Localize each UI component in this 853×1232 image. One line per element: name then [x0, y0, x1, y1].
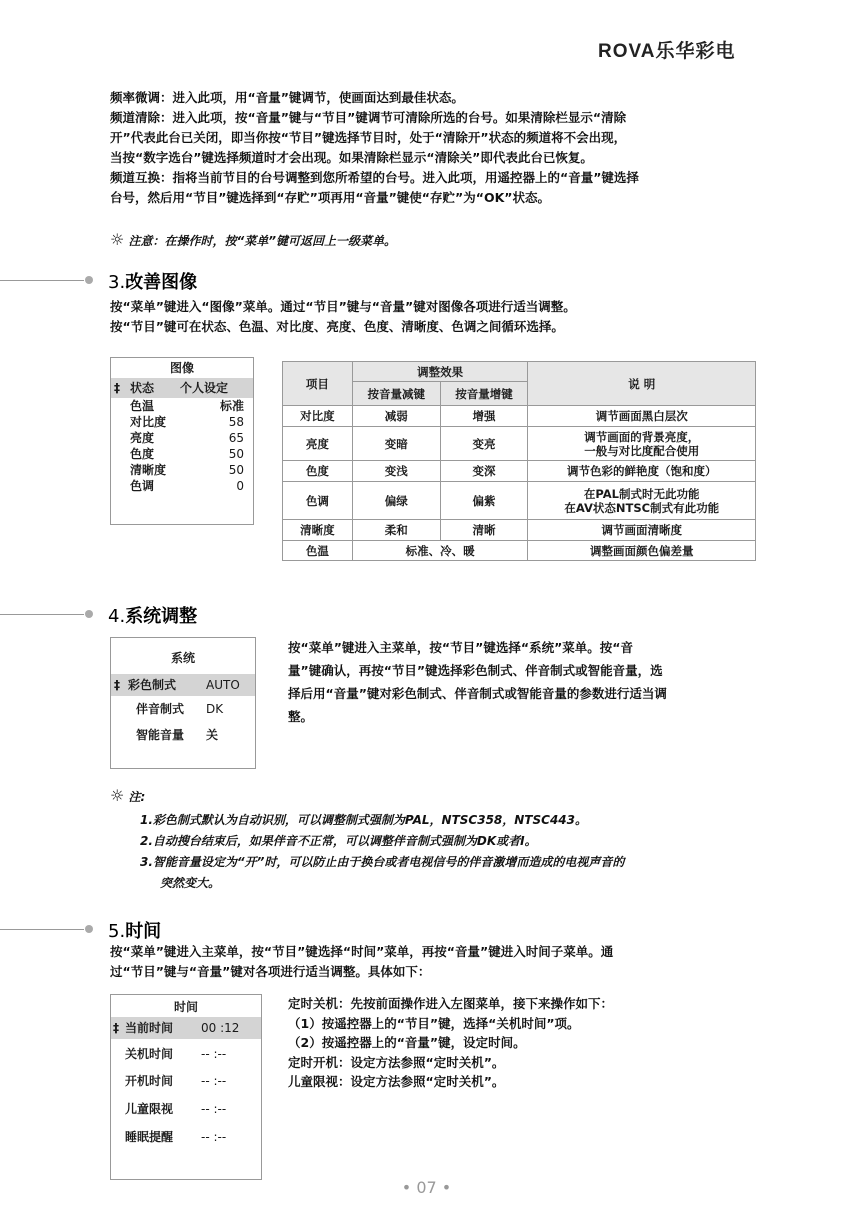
intro-line: 开”代表此台已关闭，即当你按“节目”键选择节目时，处于“清除开”状态的频道将不会出现， — [110, 130, 627, 145]
brand-logo: ROVA乐华彩电 — [598, 41, 736, 62]
intro-text — [110, 88, 770, 208]
menu-row — [111, 462, 253, 478]
table-row — [283, 541, 756, 561]
menu-value: 50 — [228, 447, 244, 461]
adjust-table — [282, 361, 756, 561]
intro-line: 频率微调：进入此项，用“音量”键调节，使画面达到最佳状态。 — [110, 90, 464, 105]
section-number: 5. — [108, 921, 126, 942]
system-menu — [110, 637, 256, 769]
menu-value: -- :-- — [201, 1130, 227, 1144]
cell-dec: 偏绿 — [352, 482, 440, 520]
desc-line: 按“菜单”键进入“图像”菜单。通过“节目”键与“音量”键对图像各项进行适当调整。 — [110, 299, 576, 314]
table-row — [283, 406, 756, 427]
menu-value: -- :-- — [201, 1102, 227, 1116]
section-rule — [0, 614, 84, 615]
cell-item: 色度 — [283, 461, 353, 482]
table-row — [283, 482, 756, 520]
menu-value: 个人设定 — [180, 381, 229, 395]
section-rule — [0, 280, 84, 281]
table-row — [283, 520, 756, 541]
cell-desc: 调节画面的背景亮度， 一般与对比度配合使用 — [528, 427, 756, 461]
menu-label: 智能音量 — [136, 728, 185, 742]
table-row — [283, 461, 756, 482]
menu-title: 系统 — [170, 651, 195, 665]
menu-value: AUTO — [206, 678, 240, 692]
cell-dec: 减弱 — [352, 406, 440, 427]
sec4-note-header — [110, 786, 145, 805]
sec4-description — [288, 636, 766, 728]
menu-label: 关机时间 — [125, 1047, 174, 1061]
section-bullet — [85, 610, 93, 618]
header-inc: 按音量增键 — [440, 382, 528, 406]
menu-label: 彩色制式 — [128, 678, 177, 692]
sec4-notes — [140, 810, 780, 894]
menu-title: 图像 — [169, 361, 194, 375]
menu-value: 0 — [236, 479, 244, 493]
menu-row — [111, 1017, 261, 1039]
section-title-text: 时间 — [125, 921, 162, 942]
cell-dec: 变暗 — [352, 427, 440, 461]
image-menu — [110, 357, 254, 525]
menu-value: 58 — [228, 415, 244, 429]
menu-value: DK — [206, 702, 224, 716]
menu-label: 儿童限视 — [125, 1102, 174, 1116]
section-title — [108, 268, 197, 294]
cell-inc: 变深 — [440, 461, 528, 482]
cell-dec: 变浅 — [352, 461, 440, 482]
cell-item: 色调 — [283, 482, 353, 520]
section-number: 3. — [108, 272, 126, 293]
menu-row — [111, 430, 253, 446]
menu-row — [111, 1067, 261, 1095]
menu-row — [111, 398, 253, 414]
sec5-description — [110, 942, 770, 982]
menu-row — [111, 1039, 261, 1067]
menu-title: 时间 — [173, 1000, 198, 1014]
section-title-text: 改善图像 — [125, 272, 198, 293]
note-line: 2.自动搜台结束后，如果伴音不正常，可以调整伴音制式强制为DK或者I。 — [140, 834, 537, 848]
intro-line: 台号，然后用“节目”键选择到“存贮”项再用“音量”键使“存贮”为“OK”状态。 — [110, 190, 550, 205]
desc-line: 过“节目”键与“音量”键对各项进行适当调整。具体如下： — [110, 964, 431, 979]
menu-label: 亮度 — [130, 431, 155, 445]
intro-line: 频道互换：指将当前节目的台号调整到您所希望的台号。进入此项，用遥控器上的“音量”键选择 — [110, 170, 639, 185]
desc-line: 整。 — [288, 709, 314, 724]
cell-merged: 标准、冷、暖 — [352, 541, 528, 561]
menu-row — [111, 722, 255, 748]
desc-line: 择后用“音量”键对彩色制式、伴音制式或智能音量的参数进行适当调 — [288, 686, 667, 701]
sun-icon: ☼ — [110, 230, 125, 249]
cell-inc: 变亮 — [440, 427, 528, 461]
cell-item: 亮度 — [283, 427, 353, 461]
menu-row — [111, 446, 253, 462]
menu-label: 对比度 — [130, 415, 167, 429]
menu-label: 睡眠提醒 — [125, 1130, 174, 1144]
cell-desc: 调节色彩的鲜艳度（饱和度） — [528, 461, 756, 482]
menu-label: 色度 — [130, 447, 155, 461]
menu-row — [111, 1095, 261, 1123]
cell-item: 色温 — [283, 541, 353, 561]
section-number: 4. — [108, 606, 126, 627]
section-bullet — [85, 925, 93, 933]
menu-row — [111, 674, 255, 696]
menu-value: 标准 — [219, 399, 244, 413]
table-row — [283, 427, 756, 461]
cell-inc: 清晰 — [440, 520, 528, 541]
note-line: 1.彩色制式默认为自动识别，可以调整制式强制为PAL，NTSC358，NTSC443。 — [140, 813, 587, 827]
step-line: （1）按遥控器上的“节目”键，选择“关机时间”项。 — [288, 1015, 580, 1031]
cell-desc: 调节画面黑白层次 — [528, 406, 756, 427]
menu-row — [111, 378, 253, 398]
menu-value: -- :-- — [201, 1074, 227, 1088]
section-title — [108, 602, 197, 628]
menu-row — [111, 696, 255, 722]
menu-label: 当前时间 — [125, 1021, 174, 1035]
menu-label: 清晰度 — [130, 463, 167, 477]
note-text: 注意：在操作时，按“菜单”键可返回上一级菜单。 — [128, 234, 396, 248]
menu-label: 开机时间 — [125, 1074, 174, 1088]
step-line: （2）按遥控器上的“音量”键，设定时间。 — [288, 1035, 526, 1050]
section-title-text: 系统调整 — [125, 606, 198, 627]
header-item: 项目 — [283, 362, 353, 406]
menu-value: -- :-- — [201, 1047, 227, 1061]
cell-desc: 调整画面颜色偏差量 — [528, 541, 756, 561]
intro-line: 当按“数字选台”键选择频道时才会出现。如果清除栏显示“清除关”即代表此台已恢复。 — [110, 150, 593, 165]
sec3-description — [110, 297, 770, 337]
note-line: 3.智能音量设定为“开”时，可以防止由于换台或者电视信号的伴音激增而造成的电视声音的 — [140, 855, 625, 869]
desc-line: 按“节目”键可在状态、色温、对比度、亮度、色度、清晰度、色调之间循环选择。 — [110, 319, 564, 334]
note-label: 注: — [128, 790, 146, 804]
page-number: • 07 • — [401, 1178, 452, 1197]
menu-value: 65 — [228, 431, 244, 445]
desc-line: 量”键确认，再按“节目”键选择彩色制式、伴音制式或智能音量，选 — [288, 663, 663, 678]
header-desc: 说 明 — [528, 362, 756, 406]
section-rule — [0, 929, 84, 930]
menu-label: 色温 — [130, 399, 155, 413]
cell-item: 清晰度 — [283, 520, 353, 541]
header-dec: 按音量减键 — [352, 382, 440, 406]
intro-note — [110, 230, 396, 249]
time-menu — [110, 994, 262, 1180]
selection-marker-icon: ‡ — [114, 678, 120, 692]
note-line: 突然变大。 — [160, 876, 221, 890]
cell-item: 对比度 — [283, 406, 353, 427]
intro-line: 频道清除：进入此项，按“音量”键与“节目”键调节可清除所选的台号。如果清除栏显示“清除 — [110, 110, 627, 125]
desc-line: 按“菜单”键进入主菜单，按“节目”键选择“系统”菜单。按“音 — [288, 640, 634, 655]
sec5-steps — [288, 994, 758, 1092]
step-line: 定时开机：设定方法参照“定时关机”。 — [288, 1054, 505, 1070]
cell-dec: 柔和 — [352, 520, 440, 541]
cell-desc: 调节画面清晰度 — [528, 520, 756, 541]
desc-line: 按“菜单”键进入主菜单，按“节目”键选择“时间”菜单，再按“音量”键进入时间子菜单。通 — [110, 944, 614, 959]
selection-marker-icon: ‡ — [114, 381, 120, 395]
selection-marker-icon: ‡ — [113, 1021, 119, 1035]
menu-value: 50 — [228, 463, 244, 477]
menu-row — [111, 478, 253, 494]
cell-inc: 偏紫 — [440, 482, 528, 520]
menu-row — [111, 1123, 261, 1151]
menu-label: 伴音制式 — [136, 702, 185, 716]
menu-label: 状态 — [130, 381, 155, 395]
menu-label: 色调 — [130, 479, 155, 493]
section-bullet — [85, 276, 93, 284]
menu-value: 00 :12 — [201, 1021, 240, 1035]
menu-value: 关 — [206, 728, 219, 742]
cell-inc: 增强 — [440, 406, 528, 427]
sun-icon: ☼ — [110, 786, 125, 805]
menu-row — [111, 414, 253, 430]
step-line: 儿童限视：设定方法参照“定时关机”。 — [288, 1074, 505, 1089]
cell-desc: 在PAL制式时无此功能 在AV状态NTSC制式有此功能 — [528, 482, 756, 520]
section-title — [108, 917, 161, 943]
step-line: 定时关机：先按前面操作进入左图菜单，接下来操作如下： — [288, 996, 614, 1011]
header-effect: 调整效果 — [352, 362, 528, 382]
